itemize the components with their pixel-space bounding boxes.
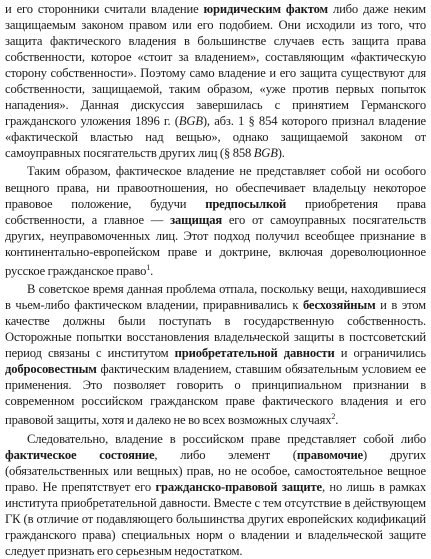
italic-abbreviation: BGB <box>178 114 203 129</box>
paragraph-3 <box>5 281 426 429</box>
text-run: ), абз. 1 § 854 которого признал владение «фактической властью над вещью», однако защищаемой законом от самоуправных посягательств других лиц (§ 858 <box>5 114 426 161</box>
footnote-marker[interactable]: 2 <box>331 412 336 422</box>
text-run: . <box>150 263 154 278</box>
text-run: приобретения права собственности, а главное — <box>5 196 426 227</box>
text-run: . <box>335 413 339 428</box>
text-run: и его сторонники считали владение <box>5 2 204 16</box>
text-run: и в этом качестве должны были поступать в государственную собственность. Осторожные попытки восстановления владельческой защиты в постсоветский период связаны с институтом <box>5 298 426 361</box>
bold-term: добросовестным <box>5 362 97 377</box>
text-run: Следовательно, владение в российском праве представляет собой либо <box>27 431 426 446</box>
text-run: ) других (обязательственных или вещных) прав, но не особое, самостоятельное вещное право. Не препятствует его <box>5 447 426 494</box>
bold-term: фактическое состояние <box>5 447 155 462</box>
text-run: Таким образом, фактическое владение не представляет собой ни особого вещного права, ни правоотношения, но обеспечивает владельцу некоторое правовое положение, будучи <box>5 164 426 211</box>
text-run: В советское время данная проблема отпала, поскольку вещи, находившиеся в чьем-либо фактическом владении, приравнивались к <box>5 281 426 313</box>
text-run: , либо элемент ( <box>154 447 297 462</box>
bold-term: защищая <box>170 212 223 227</box>
bold-term: юридическим фактом <box>203 2 328 16</box>
bold-term: гражданско-правовой защите <box>155 479 322 494</box>
text-run: ). <box>277 146 285 161</box>
paragraph-2 <box>5 163 426 279</box>
italic-abbreviation: BGB <box>253 146 278 161</box>
bold-term: правомочие <box>296 447 363 462</box>
text-run: его от самоуправных посягательств других, неуправомоченных лиц. Этот подход получил всеобщее признание в континентально-европейском праве и доктрине, включая дореволюционное русское гражданское право <box>5 212 426 278</box>
bold-term: бесхозяйным <box>302 298 376 313</box>
text-run: и ограничились <box>334 346 426 361</box>
text-run: фактическим владением, ставшим обязательным условием ее применения. Это позволяет говорить о принципиальном признании в современном российском гражданском праве фактического владения и его правовой защиты, хотя и далеко не во всех возможных случаях <box>5 362 426 428</box>
bold-term: предпосылкой <box>205 196 287 211</box>
footnote-marker[interactable]: 1 <box>146 262 151 272</box>
text-run: , но лишь в рамках института приобретательной давности. Вместе с тем отсутствие в действующем ГК (в отличие от подавляющего большинства других европейских кодификаций гражданского права) специальных норм о владении и владельческой защите следует признать его серьезным недостатком. <box>5 479 426 558</box>
paragraph-1 <box>5 1 426 161</box>
bold-term: приобретательной давности <box>174 346 335 361</box>
paragraph-4 <box>5 431 426 559</box>
text-run: либо даже неким защищаемым законом правом или его подобием. Они исходили из того, что защита фактического владения в большинстве случаев есть защита права собственности, которое «стоит за владением», составляющим «фактическую сторону собственности». Поэтому само владение и его защита существуют для собственности, защищаемой, таким образом, «уже против первых попыток нападения». Данная дискуссия завершилась с принятием Германского гражданского уложения 1896 г. ( <box>5 2 427 129</box>
